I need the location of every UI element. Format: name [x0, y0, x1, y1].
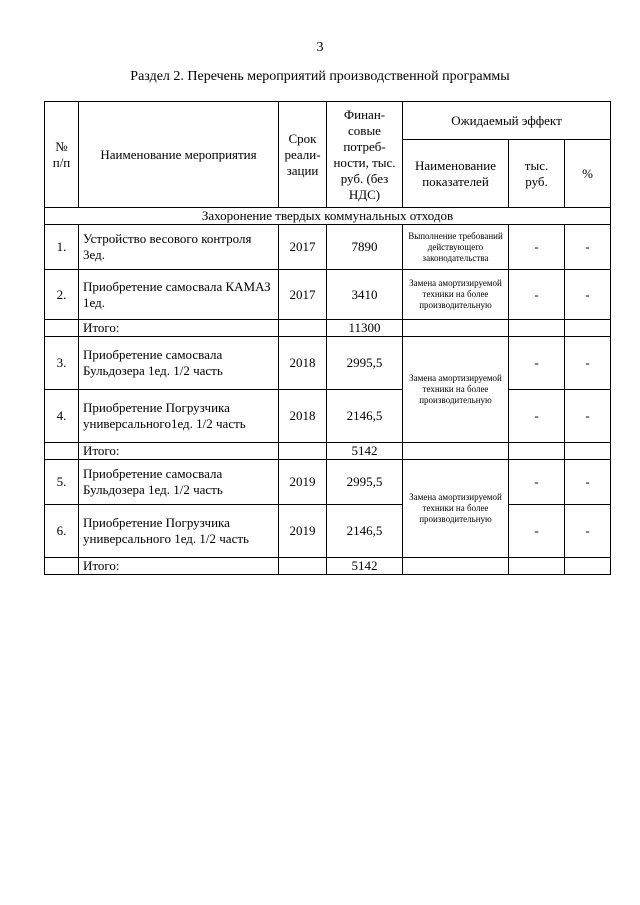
row-rub: - — [509, 337, 565, 390]
section-title: Захоронение твердых коммунальных отходов — [45, 208, 611, 225]
total-label: Итого: — [79, 558, 279, 575]
row-pct: - — [565, 270, 611, 320]
row-pct: - — [565, 460, 611, 505]
total-amount: 5142 — [327, 558, 403, 575]
row-rub: - — [509, 460, 565, 505]
row-pct: - — [565, 390, 611, 443]
row-num: 6. — [45, 505, 79, 558]
row-rub: - — [509, 225, 565, 270]
table-row — [45, 505, 611, 558]
row-year: 2019 — [279, 505, 327, 558]
total-amount: 11300 — [327, 320, 403, 337]
header-row-1 — [45, 102, 611, 140]
row-name: Приобретение самосвала КАМАЗ 1ед. — [79, 270, 279, 320]
row-effect: Выполнение требований действующего законодательства — [403, 225, 509, 270]
header-effect: Ожидаемый эффект — [403, 102, 611, 140]
total-label: Итого: — [79, 443, 279, 460]
total-row — [45, 558, 611, 575]
table-row — [45, 225, 611, 270]
total-amount: 5142 — [327, 443, 403, 460]
row-effect: Замена амортизируемой техники на более производительную — [403, 460, 509, 558]
header-percent: % — [565, 140, 611, 208]
row-rub: - — [509, 505, 565, 558]
row-year: 2018 — [279, 337, 327, 390]
section-row — [45, 208, 611, 225]
row-year: 2017 — [279, 225, 327, 270]
row-pct: - — [565, 337, 611, 390]
row-amount: 2146,5 — [327, 390, 403, 443]
row-name: Устройство весового контроля 3ед. — [79, 225, 279, 270]
row-amount: 3410 — [327, 270, 403, 320]
header-thousand-rub: тыс. руб. — [509, 140, 565, 208]
row-name: Приобретение Погрузчика универсального1ед. 1/2 часть — [79, 390, 279, 443]
row-rub: - — [509, 270, 565, 320]
row-name: Приобретение Погрузчика универсального 1ед. 1/2 часть — [79, 505, 279, 558]
row-year: 2018 — [279, 390, 327, 443]
header-name: Наименование мероприятия — [79, 102, 279, 208]
program-table — [44, 101, 611, 575]
row-num: 4. — [45, 390, 79, 443]
row-name: Приобретение самосвала Бульдозера 1ед. 1/2 часть — [79, 460, 279, 505]
table-row — [45, 270, 611, 320]
row-num: 5. — [45, 460, 79, 505]
row-pct: - — [565, 225, 611, 270]
row-effect: Замена амортизируемой техники на более производительную — [403, 337, 509, 443]
table-row — [45, 390, 611, 443]
row-rub: - — [509, 390, 565, 443]
row-num: 2. — [45, 270, 79, 320]
header-num: № п/п — [45, 102, 79, 208]
total-row — [45, 320, 611, 337]
total-row — [45, 443, 611, 460]
row-num: 3. — [45, 337, 79, 390]
row-amount: 2146,5 — [327, 505, 403, 558]
row-pct: - — [565, 505, 611, 558]
row-amount: 2995,5 — [327, 337, 403, 390]
row-amount: 7890 — [327, 225, 403, 270]
header-term: Срок реали-зации — [279, 102, 327, 208]
row-year: 2019 — [279, 460, 327, 505]
row-year: 2017 — [279, 270, 327, 320]
row-effect: Замена амортизируемой техники на более производительную — [403, 270, 509, 320]
table-row — [45, 460, 611, 505]
row-amount: 2995,5 — [327, 460, 403, 505]
header-indicator: Наименование показателей — [403, 140, 509, 208]
table-row — [45, 337, 611, 390]
total-label: Итого: — [79, 320, 279, 337]
section-heading: Раздел 2. Перечень мероприятий производственной программы — [130, 69, 510, 84]
header-finance: Финан-совые потреб-ности, тыс. руб. (без НДС) — [327, 102, 403, 208]
row-num: 1. — [45, 225, 79, 270]
page-number: 3 — [316, 40, 324, 55]
row-name: Приобретение самосвала Бульдозера 1ед. 1/2 часть — [79, 337, 279, 390]
